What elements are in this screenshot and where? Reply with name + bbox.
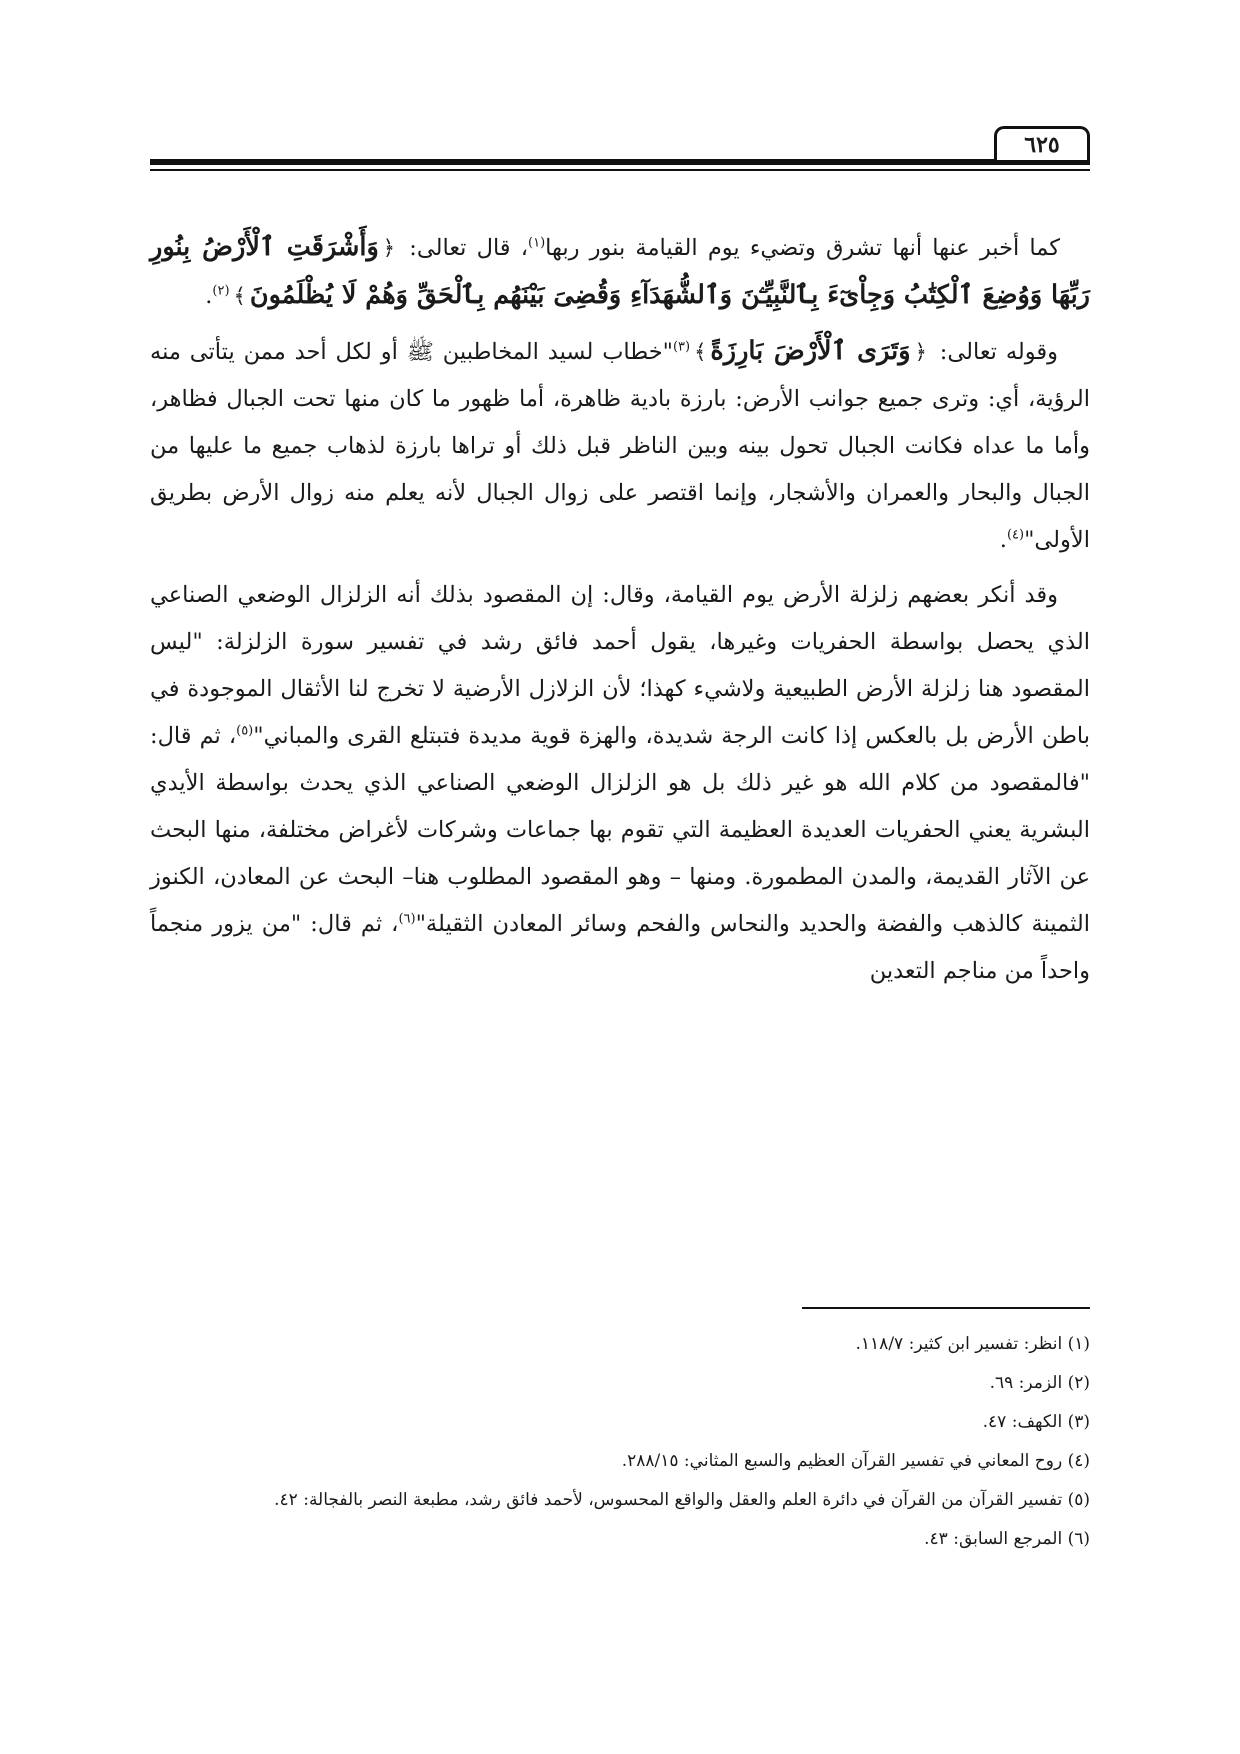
quran-verse-2: وَتَرَى ٱلْأَرْضَ بَارِزَةً bbox=[710, 336, 911, 366]
quran-close-bracket: ﴾ bbox=[233, 284, 246, 308]
text-segment: وقوله تعالى: bbox=[930, 339, 1058, 365]
footnote-4: (٤) روح المعاني في تفسير القرآن العظيم والسبع المثاني: ٢٨٨/١٥. bbox=[621, 1451, 1090, 1471]
header-rule-thick bbox=[150, 159, 1090, 165]
page-header bbox=[150, 126, 1090, 172]
footnote-ref-5: (٥) bbox=[236, 723, 254, 739]
footnote-2: (٢) الزمر: ٦٩. bbox=[989, 1373, 1090, 1393]
paragraph-2 bbox=[150, 328, 1090, 564]
quran-open-bracket: ﴿ bbox=[914, 340, 927, 364]
footnotes bbox=[150, 1325, 1090, 1559]
main-text bbox=[150, 224, 1090, 1003]
footnote-6: (٦) المرجع السابق: ٤٣. bbox=[924, 1529, 1090, 1549]
footnote-separator bbox=[802, 1307, 1090, 1309]
paragraph-3 bbox=[150, 572, 1090, 995]
footnote-ref-6: (٦) bbox=[398, 911, 416, 927]
text-segment: ، ثم قال: "فالمقصود من كلام الله هو غير ذلك بل هو الزلزال الوضعي الصناعي الذي يحدث بواسطة الأيدي البشرية يعني الحفريات العديدة العظيمة التي تقوم بها جماعات وشركات لأغراض مختلفة، منها البحث عن الآثار القديمة، والمدن المطمورة. ومنها – وهو المقصود المطلوب هنا– البحث عن المعادن، الكنوز الثمينة كالذهب والفضة والحديد والنحاس والفحم وسائر المعادن الثقيلة" bbox=[150, 723, 1090, 937]
text-segment: وقد أنكر بعضهم زلزلة الأرض يوم القيامة، وقال: إن المقصود بذلك أنه الزلزال الوضعي الصناعي الذي يحصل بواسطة الحفريات وغيرها، يقول أحمد فائق رشد في تفسير سورة الزلزلة: "ليس المقصود هنا زلزلة الأرض الطبيعية ولاشيء كهذا؛ لأن الزلازل الأرضية لا تخرج لنا الأثقال الموجودة في باطن الأرض بل بالعكس إذا كانت الرجة شديدة، والهزة قوية مديدة فتبتلع القرى والمباني" bbox=[150, 582, 1090, 749]
footnote-ref-4: (٤) bbox=[1006, 527, 1025, 543]
footnote-ref-3: (٣) bbox=[672, 339, 691, 355]
text-segment: . bbox=[205, 283, 213, 309]
footnote-5: (٥) تفسير القرآن من القرآن في دائرة العلم والعقل والواقع المحسوس، لأحمد فائق رشد، مطبعة النصر بالفجالة: ٤٢. bbox=[274, 1490, 1090, 1510]
text-segment: ، ثم قال: "من يزور منجماً واحداً من مناجم التعدين bbox=[150, 911, 1090, 984]
text-segment: ، قال تعالى: bbox=[399, 235, 529, 261]
paragraph-1 bbox=[150, 224, 1090, 320]
quran-open-bracket: ﴿ bbox=[382, 236, 396, 260]
quran-close-bracket: ﴾ bbox=[694, 340, 707, 364]
page-number: ٦٢٥ bbox=[994, 126, 1090, 160]
quran-verse-1: وَأَشْرَقَتِ ٱلْأَرْضُ بِنُورِ رَبِّهَا وَوُضِعَ ٱلْكِتَٰبُ وَجِاْىٓءَ بِٱلنَّبِيِّـۧنَ وَٱلشُّهَدَآءِ وَقُضِىَ بَيْنَهُم بِٱلْحَقِّ وَهُمْ لَا يُظْلَمُونَ bbox=[150, 232, 1090, 310]
footnote-3: (٣) الكهف: ٤٧. bbox=[982, 1412, 1090, 1432]
header-rule-thin bbox=[150, 169, 1090, 171]
footnote-1: (١) انظر: تفسير ابن كثير: ١١٨/٧. bbox=[855, 1334, 1090, 1354]
text-segment: "خطاب لسيد المخاطبين ﷺ أو لكل أحد ممن يتأتى منه الرؤية، أي: وترى جميع جوانب الأرض: بارزة بادية ظاهرة، أما ظهور ما كان منها تحت الجبال فظاهر، وأما ما عداه فكانت الجبال تحول بينه وبين الناظر قبل ذلك أو تراها بارزة لذهاب جميع ما عليها من الجبال والبحار والعمران والأشجار، وإنما اقتصر على زوال الجبال لأنه يعلم منه زوال الأرض بطريق الأولى" bbox=[150, 339, 1090, 553]
text-segment: كما أخبر عنها أنها تشرق وتضيء يوم القيامة بنور ربها bbox=[545, 235, 1060, 261]
text-segment: . bbox=[999, 527, 1007, 553]
footnote-ref-1: (١) bbox=[528, 235, 546, 251]
footnote-ref-2: (٢) bbox=[212, 283, 230, 299]
